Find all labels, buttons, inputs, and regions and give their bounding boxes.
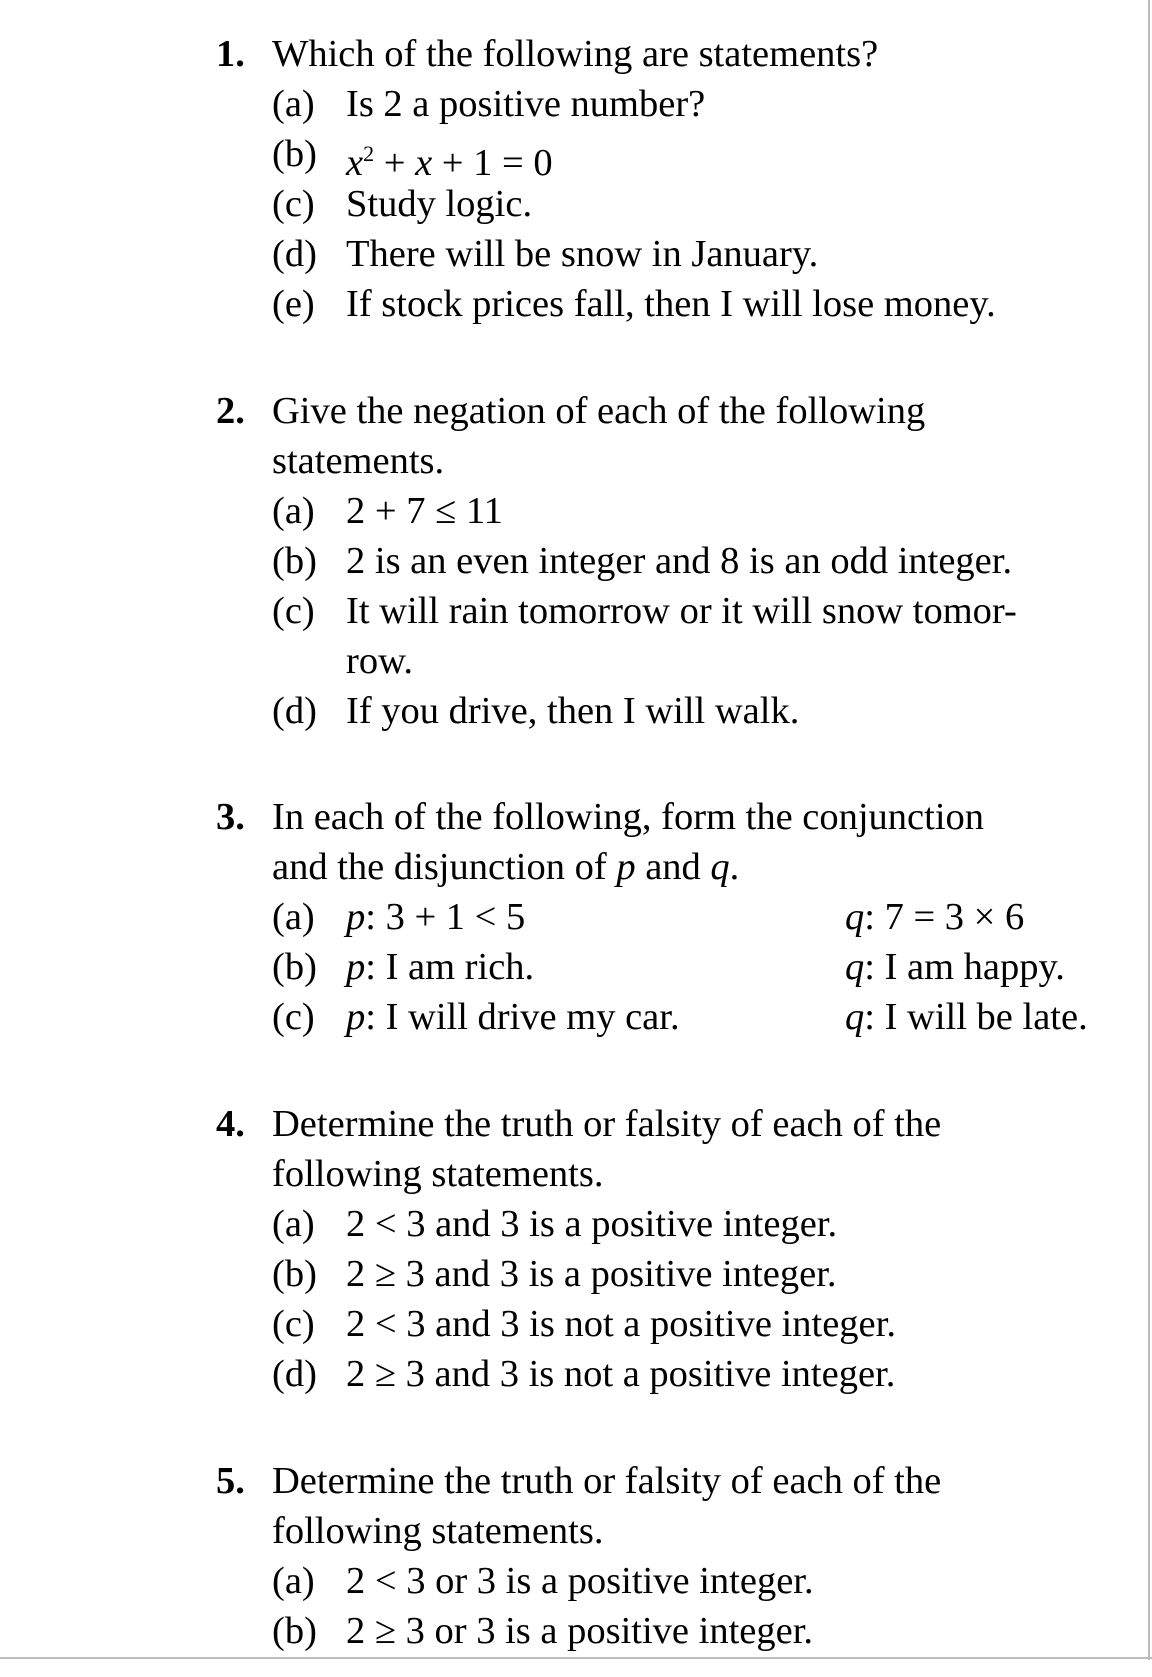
item-label: (b) — [272, 946, 317, 988]
textbook-page: 1. Which of the following are statements? (a) Is 2 a positive number? (b) $x^2 + x + 1 = 0$ (c) Study logic. (d) There will be snow in January. (e) If stock prices fall, then I will lose money. 2. Give the negation of each of the following statements. (a) 2 + 7 ≤ 11 (b) 2 is an even integer and 8 is an odd integer. (c) It will rain tomorrow or it will snow tomor- row. (d) If you drive, then I will walk. 3. In each of the following, form the conjunction and the disjunction of p and q. (a) p: 3 + 1 < 5 q: 7 = 3 × 6 (b) p: I am rich. q: I am happy. (c) p: I will drive my car. q: I will be late. 4. Determine the truth or falsity of each of the following statements. (a) 2 < 3 and 3 is a positive integer. (b) 2 ≥ 3 and 3 is a positive integer. (c) 2 < 3 and 3 is not a positive integer. (d) 2 ≥ 3 and 3 is not a positive integer. 5. Determine the truth or falsity of each of the following statements. (a) 2 < 3 or 3 is a positive integer. (b) 2 ≥ 3 or 3 is a positive integer. — [0, 0, 1152, 1677]
item-text: If you drive, then I will walk. — [346, 690, 800, 732]
item-text: There will be snow in January. — [346, 233, 819, 275]
item-text: If stock prices fall, then I will lose money. — [346, 283, 996, 325]
item-label: (d) — [272, 690, 317, 732]
problem-number: 5. — [216, 1460, 245, 1502]
item-label: (a) — [272, 490, 315, 532]
item-text: 2 < 3 and 3 is a positive integer. — [346, 1203, 838, 1245]
item-label: (c) — [272, 590, 315, 632]
item-text: 2 ≥ 3 and 3 is a positive integer. — [346, 1253, 837, 1295]
problem-number: 2. — [216, 390, 245, 432]
item-label: (c) — [272, 1303, 315, 1345]
problem-stem: Which of the following are statements? — [272, 33, 879, 75]
item-text: Study logic. — [346, 183, 533, 225]
item-label: (a) — [272, 896, 315, 938]
p-statement: p: I am rich. — [346, 946, 535, 988]
item-text: 2 ≥ 3 or 3 is a positive integer. — [346, 1610, 814, 1652]
problem-stem: Determine the truth or falsity of each of the — [272, 1103, 942, 1145]
p-statement: p: 3 + 1 < 5 — [346, 896, 526, 938]
item-label: (b) — [272, 133, 317, 175]
problem-stem: In each of the following, form the conjunction — [272, 796, 985, 838]
problem-stem: Determine the truth or falsity of each of the — [272, 1460, 942, 1502]
page-bottom-edge — [0, 1657, 1152, 1659]
q-statement: q: I am happy. — [845, 946, 1065, 988]
problem-stem: Give the negation of each of the following — [272, 390, 926, 432]
item-label: (a) — [272, 1560, 315, 1602]
item-label: (b) — [272, 1610, 317, 1652]
problem-number: 3. — [216, 796, 245, 838]
item-label: (b) — [272, 1253, 317, 1295]
item-text: Is 2 a positive number? — [346, 83, 706, 125]
item-label: (d) — [272, 1353, 317, 1395]
item-label: (c) — [272, 996, 315, 1038]
problem-number: 1. — [216, 33, 245, 75]
item-text: 2 < 3 or 3 is a positive integer. — [346, 1560, 814, 1602]
item-text: 2 + 7 ≤ 11 — [346, 490, 503, 532]
item-text: 2 < 3 and 3 is not a positive integer. — [346, 1303, 896, 1345]
page-right-edge — [1148, 0, 1150, 1660]
item-text: 2 ≥ 3 and 3 is not a positive integer. — [346, 1353, 896, 1395]
item-text: It will rain tomorrow or it will snow tomor- — [346, 590, 1017, 632]
q-statement: q: I will be late. — [845, 996, 1088, 1038]
item-text: row. — [346, 640, 413, 682]
q-statement: q: 7 = 3 × 6 — [845, 896, 1025, 938]
item-label: (b) — [272, 540, 317, 582]
item-label: (d) — [272, 233, 317, 275]
item-label: (e) — [272, 283, 315, 325]
item-label: (c) — [272, 183, 315, 225]
problem-number: 4. — [216, 1103, 245, 1145]
item-text: 2 is an even integer and 8 is an odd integer. — [346, 540, 1013, 582]
equation: $x^2 + x + 1 = 0$ — [346, 141, 553, 184]
item-label: (a) — [272, 1203, 315, 1245]
p-statement: p: I will drive my car. — [346, 996, 680, 1038]
item-label: (a) — [272, 83, 315, 125]
